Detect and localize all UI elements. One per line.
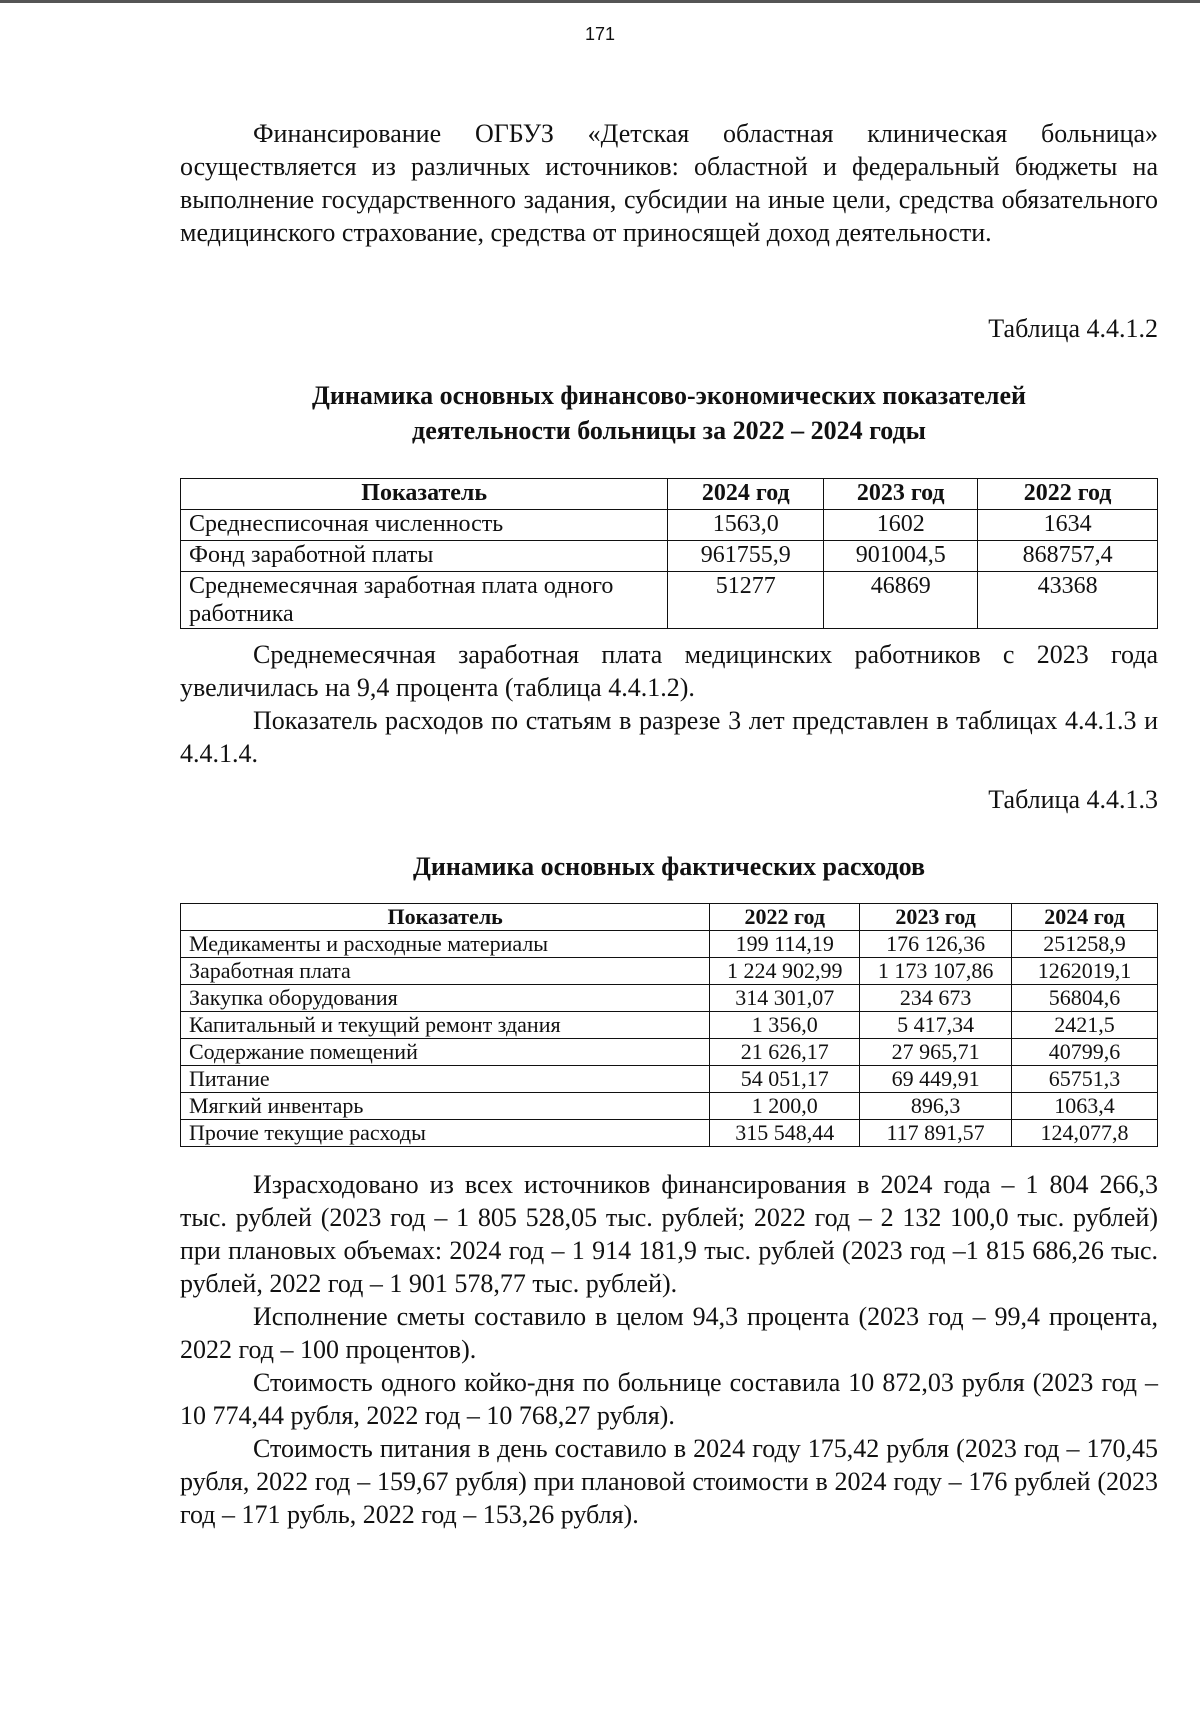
table2-header-cell: 2022 год — [710, 904, 860, 931]
table-row — [181, 1012, 1158, 1039]
table2-header-row — [181, 904, 1158, 931]
page-number: 171 — [584, 24, 616, 44]
table-row — [181, 541, 1158, 572]
cell-value: 54 051,17 — [710, 1066, 860, 1093]
table1-header-cell: 2022 год — [978, 479, 1158, 510]
table-row — [181, 1066, 1158, 1093]
paragraph-expense-tables: Показатель расходов по статьям в разрезе 3 лет представлен в таблицах 4.4.1.3 и 4.4.1.4. — [180, 706, 1158, 768]
cell-value: 896,3 — [860, 1093, 1012, 1120]
row-label: Капитальный и текущий ремонт здания — [181, 1012, 710, 1039]
table2-header-cell: Показатель — [181, 904, 710, 931]
cell-value: 1634 — [978, 510, 1158, 541]
table-row — [181, 985, 1158, 1012]
table1-header-cell: 2024 год — [668, 479, 824, 510]
cell-value: 1602 — [824, 510, 978, 541]
cell-value: 1 173 107,86 — [860, 958, 1012, 985]
table1-label: Таблица 4.4.1.2 — [988, 314, 1158, 343]
table2-header-cell: 2023 год — [860, 904, 1012, 931]
cell-value: 1063,4 — [1012, 1093, 1158, 1120]
table-row — [181, 931, 1158, 958]
table1-header-row — [181, 479, 1158, 510]
row-label: Медикаменты и расходные материалы — [181, 931, 710, 958]
row-label: Содержание помещений — [181, 1039, 710, 1066]
cell-value: 1 356,0 — [710, 1012, 860, 1039]
table-row — [181, 1039, 1158, 1066]
table2 — [180, 903, 1158, 1147]
cell-value: 2421,5 — [1012, 1012, 1158, 1039]
cell-value: 40799,6 — [1012, 1039, 1158, 1066]
cell-value: 961755,9 — [668, 541, 824, 572]
row-label: Фонд заработной платы — [181, 541, 668, 572]
cell-value: 176 126,36 — [860, 931, 1012, 958]
table1-title — [180, 378, 1158, 448]
cell-value: 199 114,19 — [710, 931, 860, 958]
paragraph-budget-execution: Исполнение сметы составило в целом 94,3 процента (2023 год – 99,4 процента, 2022 год – 100 процентов). — [180, 1302, 1158, 1364]
row-label: Мягкий инвентарь — [181, 1093, 710, 1120]
intro-paragraph: Финансирование ОГБУЗ «Детская областная клиническая больница» осуществляется из различных источников: областной и федеральный бюджеты на выполнение государственного задания, субсидии на иные цели, средства обязательного медицинского страхование, средства от приносящей доход деятельности. — [180, 119, 1158, 247]
table-row — [181, 958, 1158, 985]
row-label: Заработная плата — [181, 958, 710, 985]
cell-value: 124,077,8 — [1012, 1120, 1158, 1147]
table-row — [181, 1120, 1158, 1147]
cell-value: 43368 — [978, 572, 1158, 629]
table-row — [181, 510, 1158, 541]
cell-value: 65751,3 — [1012, 1066, 1158, 1093]
table1-title-line2: деятельности больницы за 2022 – 2024 годы — [412, 416, 926, 445]
cell-value: 314 301,07 — [710, 985, 860, 1012]
cell-value: 5 417,34 — [860, 1012, 1012, 1039]
scan-top-edge — [0, 0, 1200, 3]
paragraph-total-spent: Израсходовано из всех источников финансирования в 2024 года – 1 804 266,3 тыс. рублей (2023 год – 1 805 528,05 тыс. рублей; 2022 год – 2 132 100,0 тыс. рублей) при плановых объемах: 2024 год – 1 914 181,9 тыс. рублей (2023 год –1 815 686,26 тыс. рублей, 2022 год – 1 901 578,77 тыс. рублей). — [180, 1170, 1158, 1298]
row-label: Прочие текущие расходы — [181, 1120, 710, 1147]
row-label: Питание — [181, 1066, 710, 1093]
cell-value: 901004,5 — [824, 541, 978, 572]
paragraph-bed-day-cost: Стоимость одного койко-дня по больнице составила 10 872,03 рубля (2023 год – 10 774,44 рубля, 2022 год – 10 768,27 рубля). — [180, 1368, 1158, 1430]
table2-title: Динамика основных фактических расходов — [412, 852, 926, 881]
cell-value: 21 626,17 — [710, 1039, 860, 1066]
cell-value: 1 224 902,99 — [710, 958, 860, 985]
cell-value: 1 200,0 — [710, 1093, 860, 1120]
cell-value: 56804,6 — [1012, 985, 1158, 1012]
row-label: Среднесписочная численность — [181, 510, 668, 541]
table1-title-line1: Динамика основных финансово-экономических показателей — [312, 381, 1026, 410]
paragraph-food-cost: Стоимость питания в день составило в 2024 году 175,42 рубля (2023 год – 170,45 рубля, 2022 год – 159,67 рубля) при плановой стоимости в 2024 году – 176 рублей (2023 год – 171 рубль, 2022 год – 153,26 рубля). — [180, 1434, 1158, 1529]
cell-value: 1563,0 — [668, 510, 824, 541]
cell-value: 46869 — [824, 572, 978, 629]
cell-value: 234 673 — [860, 985, 1012, 1012]
table1-header-cell: Показатель — [181, 479, 668, 510]
table2-header-cell: 2024 год — [1012, 904, 1158, 931]
cell-value: 51277 — [668, 572, 824, 629]
cell-value: 868757,4 — [978, 541, 1158, 572]
table1 — [180, 478, 1158, 629]
row-label: Закупка оборудования — [181, 985, 710, 1012]
cell-value: 117 891,57 — [860, 1120, 1012, 1147]
table-row — [181, 1093, 1158, 1120]
paragraph-salary-growth: Среднемесячная заработная плата медицинских работников с 2023 года увеличилась на 9,4 процента (таблица 4.4.1.2). — [180, 640, 1158, 702]
cell-value: 251258,9 — [1012, 931, 1158, 958]
row-label: Среднемесячная заработная плата одного работника — [181, 572, 668, 629]
cell-value: 315 548,44 — [710, 1120, 860, 1147]
table2-label: Таблица 4.4.1.3 — [988, 785, 1158, 814]
table-row — [181, 572, 1158, 629]
table1-header-cell: 2023 год — [824, 479, 978, 510]
cell-value: 27 965,71 — [860, 1039, 1012, 1066]
cell-value: 1262019,1 — [1012, 958, 1158, 985]
cell-value: 69 449,91 — [860, 1066, 1012, 1093]
